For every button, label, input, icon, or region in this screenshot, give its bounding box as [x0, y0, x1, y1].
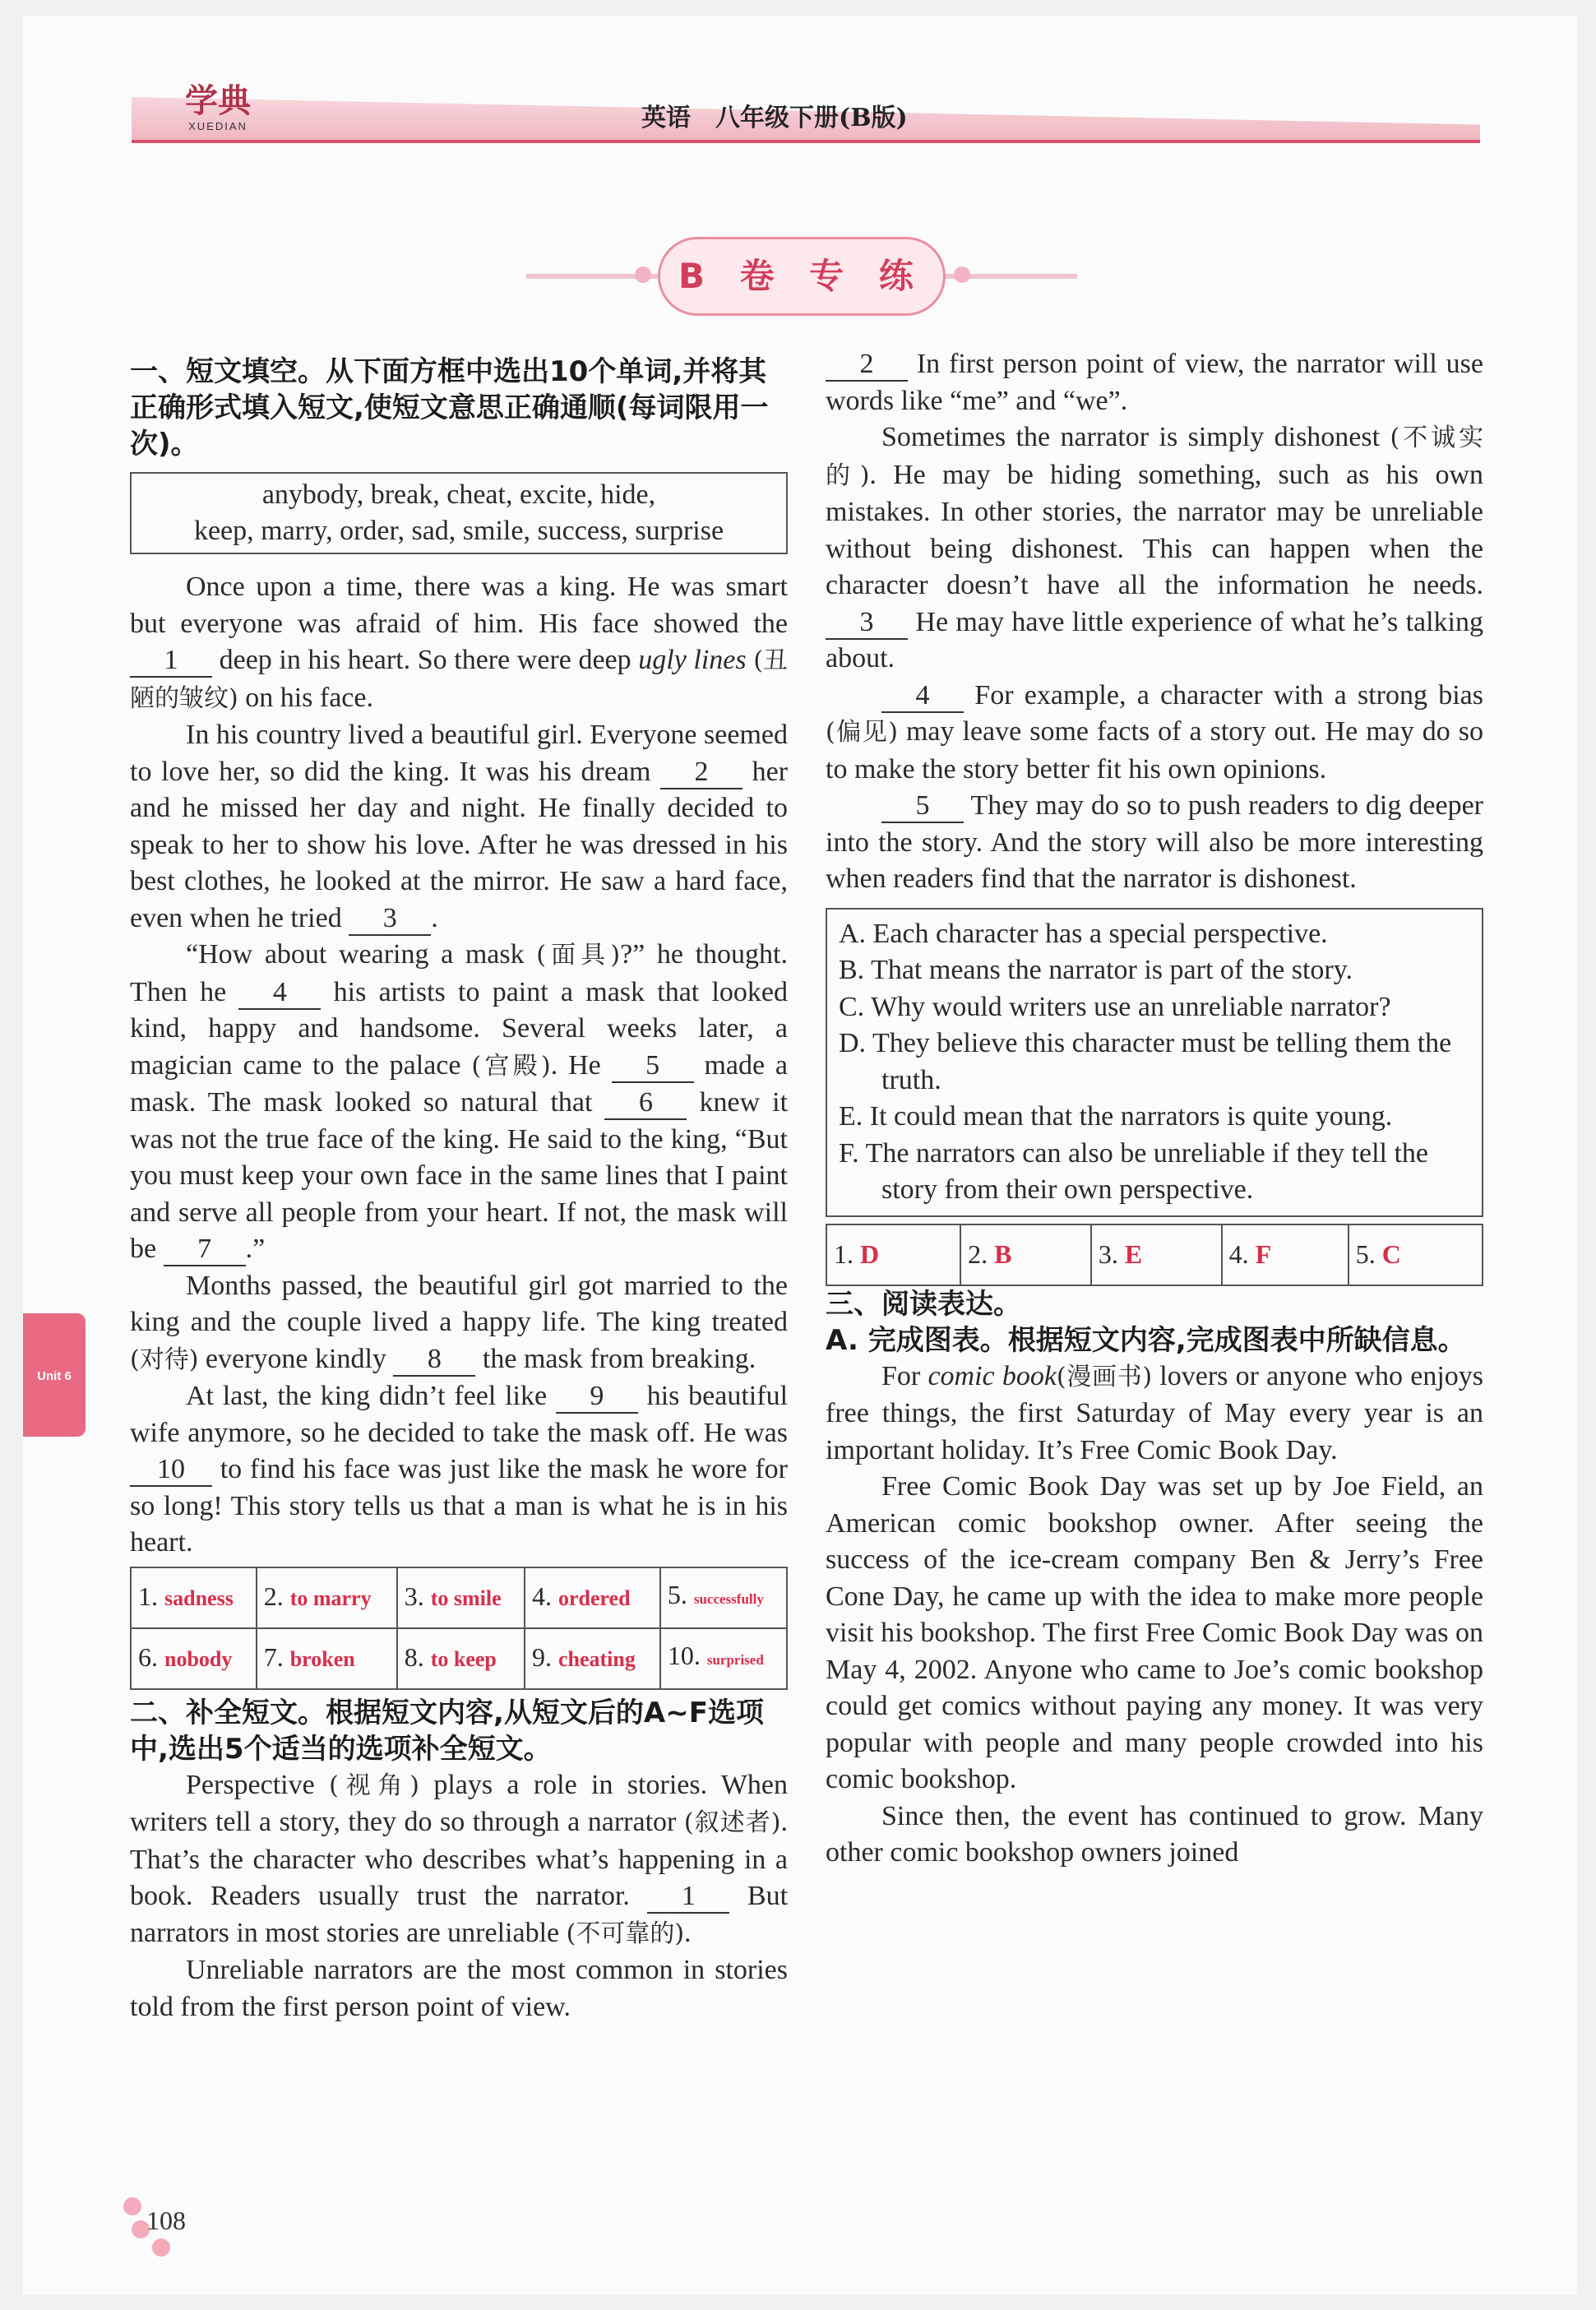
text: He may have little experience of what he’s talking about.	[826, 606, 1483, 674]
text: Once upon a time, there was a king. He was smart but everyone was afraid of him. His face showed the	[130, 572, 788, 639]
option-f: F. The narrators can also be unreliable if they tell the story from their own perspective.	[839, 1137, 1429, 1205]
text: plays a role in stories. When writers tell a story, they do so through a narrator	[130, 1769, 789, 1837]
text: For	[881, 1360, 921, 1391]
blank-s2-1[interactable]: 1	[647, 1881, 729, 1914]
word-box-line: anybody, break, cheat, excite, hide,	[261, 479, 656, 510]
passage1-paragraph	[130, 1268, 788, 1379]
gloss: (不可靠的)	[566, 1919, 685, 1948]
answer-cell: 8. to keep	[397, 1628, 525, 1689]
section3-subtitle: A. 完成图表。根据短文内容,完成图表中所缺信息。	[826, 1323, 1466, 1357]
text: on his face.	[245, 682, 373, 713]
passage1-paragraph	[130, 569, 788, 717]
blank-10[interactable]: 10	[130, 1454, 212, 1487]
text: .”	[245, 1234, 266, 1264]
text: to find his face was just like the mask he wore for so long! This story tells us that a man is what he is in his heart.	[130, 1454, 789, 1558]
section2-title: 二、补全短文。根据短文内容,从短文后的A~F选项中,选出5个适当的选项补全短文。	[130, 1696, 764, 1766]
section-badge: B 卷 专 练	[658, 237, 946, 316]
answer-cell: 9. cheating	[525, 1628, 660, 1689]
gloss: (偏见)	[826, 718, 898, 747]
options-box	[826, 908, 1483, 1217]
text: .	[684, 1917, 692, 1948]
gloss: (视角)	[329, 1771, 419, 1800]
passage1-paragraph	[130, 937, 788, 1268]
blank-s2-4[interactable]: 4	[881, 680, 964, 713]
answer-cell: 10. surprised	[660, 1628, 787, 1689]
gloss: (叙述者)	[683, 1808, 781, 1837]
text-italic: ugly lines	[638, 645, 747, 675]
passage2-paragraph	[130, 1767, 788, 1953]
text: everyone kindly	[205, 1343, 386, 1374]
book-title: 英语 八年级下册(B版)	[641, 104, 908, 132]
blank-7[interactable]: 7	[164, 1234, 246, 1266]
answer-cell: 1. D	[826, 1224, 960, 1285]
passage2-paragraph	[826, 788, 1483, 898]
text: For example, a character with a strong bias	[974, 679, 1484, 711]
text: lovers or anyone who enjoys free things, the first Saturday of May every year is an important holiday. It’s Free Comic Book Day.	[826, 1360, 1483, 1465]
logo-text: 学典	[185, 81, 251, 120]
answer-cell: 3. E	[1091, 1224, 1222, 1285]
section1-title: 一、短文填空。从下面方框中选出10个单词,并将其正确形式填入短文,使短文意思正确通顺(每词限用一次)。	[130, 355, 769, 461]
passage1-paragraph	[130, 1378, 788, 1562]
right-column	[826, 346, 1483, 1872]
text: .	[431, 902, 438, 933]
text: . He	[550, 1049, 601, 1081]
passage2-paragraph-cont	[826, 346, 1483, 419]
passage2-paragraph	[826, 678, 1483, 789]
text: In his country lived a beautiful girl. Everyone seemed to love her, so did the king. It was his dream	[130, 720, 788, 787]
answer-cell: 4. F	[1222, 1224, 1349, 1285]
logo-subtext: XUEDIAN	[188, 120, 247, 132]
blank-6[interactable]: 6	[604, 1087, 687, 1120]
answer-cell: 2. to marry	[257, 1567, 397, 1628]
gloss: (对待)	[130, 1345, 199, 1374]
text: his artists to paint a mask that looked kind, happy and handsome. Several weeks later, a magician came to the palace	[130, 976, 788, 1081]
left-column	[130, 354, 788, 2025]
section3-title: 三、阅读表达。	[826, 1287, 1021, 1321]
answer-cell: 6. nobody	[131, 1628, 257, 1689]
logo	[156, 82, 280, 148]
blank-s2-3[interactable]: 3	[826, 607, 908, 640]
blank-5[interactable]: 5	[612, 1050, 694, 1083]
passage2-paragraph	[826, 419, 1483, 678]
text: At last, the king didn’t feel like	[186, 1381, 548, 1411]
option-e: E. It could mean that the narrators is quite young.	[839, 1101, 1393, 1132]
unit-tab: Unit 6	[23, 1313, 86, 1437]
text: “How about wearing a mask	[186, 939, 525, 970]
text: her and he missed her day and night. He finally decided to speak to her to show his love. After he was dressed in his best clothes, he looked at the mirror. He saw a hard face, even when he tried	[130, 756, 789, 933]
blank-s2-5[interactable]: 5	[881, 790, 964, 823]
answer-cell: 2. B	[960, 1224, 1091, 1285]
text: In first person point of view, the narrator will use words like “me” and “we”.	[826, 349, 1484, 416]
passage3-paragraph	[826, 1359, 1483, 1470]
answer-row	[131, 1567, 787, 1628]
badge-dot-left	[635, 266, 651, 283]
text: ?” he thought. Then he	[130, 939, 789, 1007]
text: Perspective	[186, 1769, 315, 1800]
text: may leave some facts of a story out. He may do so to make the story better fit his own opinions.	[826, 716, 1484, 785]
gloss: (漫画书)	[1056, 1362, 1153, 1391]
gloss: (不诚实的)	[826, 424, 1484, 490]
text: made a mask. The mask looked so natural that	[130, 1049, 788, 1118]
option-d: D. They believe this character must be telling them the truth.	[839, 1028, 1452, 1095]
section2-answer-table	[826, 1224, 1483, 1286]
text: Sometimes the narrator is simply dishonest	[881, 422, 1381, 452]
text-italic: comic book	[928, 1360, 1057, 1391]
passage2-paragraph	[130, 1952, 788, 2025]
answer-row	[131, 1628, 787, 1689]
text: . That’s the character who describes what’s happening in a book. Readers usually trust the narrator.	[130, 1807, 788, 1911]
decor-dot	[152, 2238, 170, 2257]
word-box-line: keep, marry, order, sad, smile, success, surprise	[193, 516, 724, 546]
blank-2[interactable]: 2	[660, 757, 742, 789]
option-b: B. That means the narrator is part of the story.	[839, 955, 1353, 985]
blank-s2-2[interactable]: 2	[826, 349, 908, 382]
blank-8[interactable]: 8	[393, 1344, 475, 1377]
text: deep in his heart. So there were deep	[219, 645, 631, 675]
gloss: (面具)	[536, 941, 621, 970]
page-number: 108	[146, 2206, 186, 2235]
text: knew it was not the true face of the king. He said to the king, “But you must keep your own face in the same lines that I paint and serve all people from your heart. If not, the mask will be	[130, 1087, 789, 1264]
passage3-paragraph: Since then, the event has continued to grow. Many other comic bookshop owners joined	[826, 1800, 1483, 1868]
text: But narrators in most stories are unreliable	[130, 1881, 789, 1948]
text: They may do so to push readers to dig deeper into the story. And the story will also be more interesting when readers find that the narrator is dishonest.	[826, 790, 1483, 894]
badge-dot-right	[954, 266, 970, 283]
answer-cell: 5. C	[1349, 1224, 1483, 1285]
decor-dot	[123, 2197, 141, 2215]
blank-1[interactable]: 1	[130, 645, 212, 678]
answer-cell: 5. successfully	[660, 1567, 787, 1628]
answer-cell: 3. to smile	[397, 1567, 525, 1628]
option-a: A. Each character has a special perspective.	[839, 918, 1328, 949]
text: Unreliable narrators are the most common in stories told from the first person point of view.	[130, 1955, 788, 2022]
answer-row	[826, 1224, 1483, 1285]
answer-cell: 1. sadness	[131, 1567, 257, 1628]
text: . He may be hiding something, such as his own mistakes. In other stories, the narrator may be unreliable without being dishonest. This can happen when the character doesn’t have all the information he needs.	[826, 459, 1483, 600]
word-box	[130, 472, 788, 554]
passage1-paragraph	[130, 717, 788, 937]
section1-answer-table	[130, 1567, 788, 1690]
blank-4[interactable]: 4	[238, 977, 321, 1010]
answer-cell: 7. broken	[257, 1628, 397, 1689]
gloss: (宫殿)	[471, 1051, 551, 1081]
blank-9[interactable]: 9	[556, 1381, 638, 1414]
text: the mask from breaking.	[482, 1343, 756, 1374]
answer-cell: 4. ordered	[525, 1567, 660, 1628]
text: his beautiful wife anymore, so he decided to take the mask off. He was	[130, 1381, 789, 1448]
blank-3[interactable]: 3	[349, 903, 431, 936]
text: Months passed, the beautiful girl got married to the king and the couple lived a happy life. The king treated	[130, 1270, 788, 1337]
option-c: C. Why would writers use an unreliable narrator?	[839, 991, 1391, 1022]
gloss: (丑陋的皱纹)	[130, 646, 789, 713]
passage3-paragraph: Free Comic Book Day was set up by Joe Field, an American comic bookshop owner. After seeing the success of the ice-cream company Ben & Jerry’s Free Cone Day, he came up with the idea to make more people visit his bookshop. The first Free Comic Book Day was on May 4, 2002. Anyone who came to Joe’s comic bookshop could get comics without paying any money. It was very popular with people and many people crowded into his comic bookshop.	[826, 1471, 1483, 1794]
